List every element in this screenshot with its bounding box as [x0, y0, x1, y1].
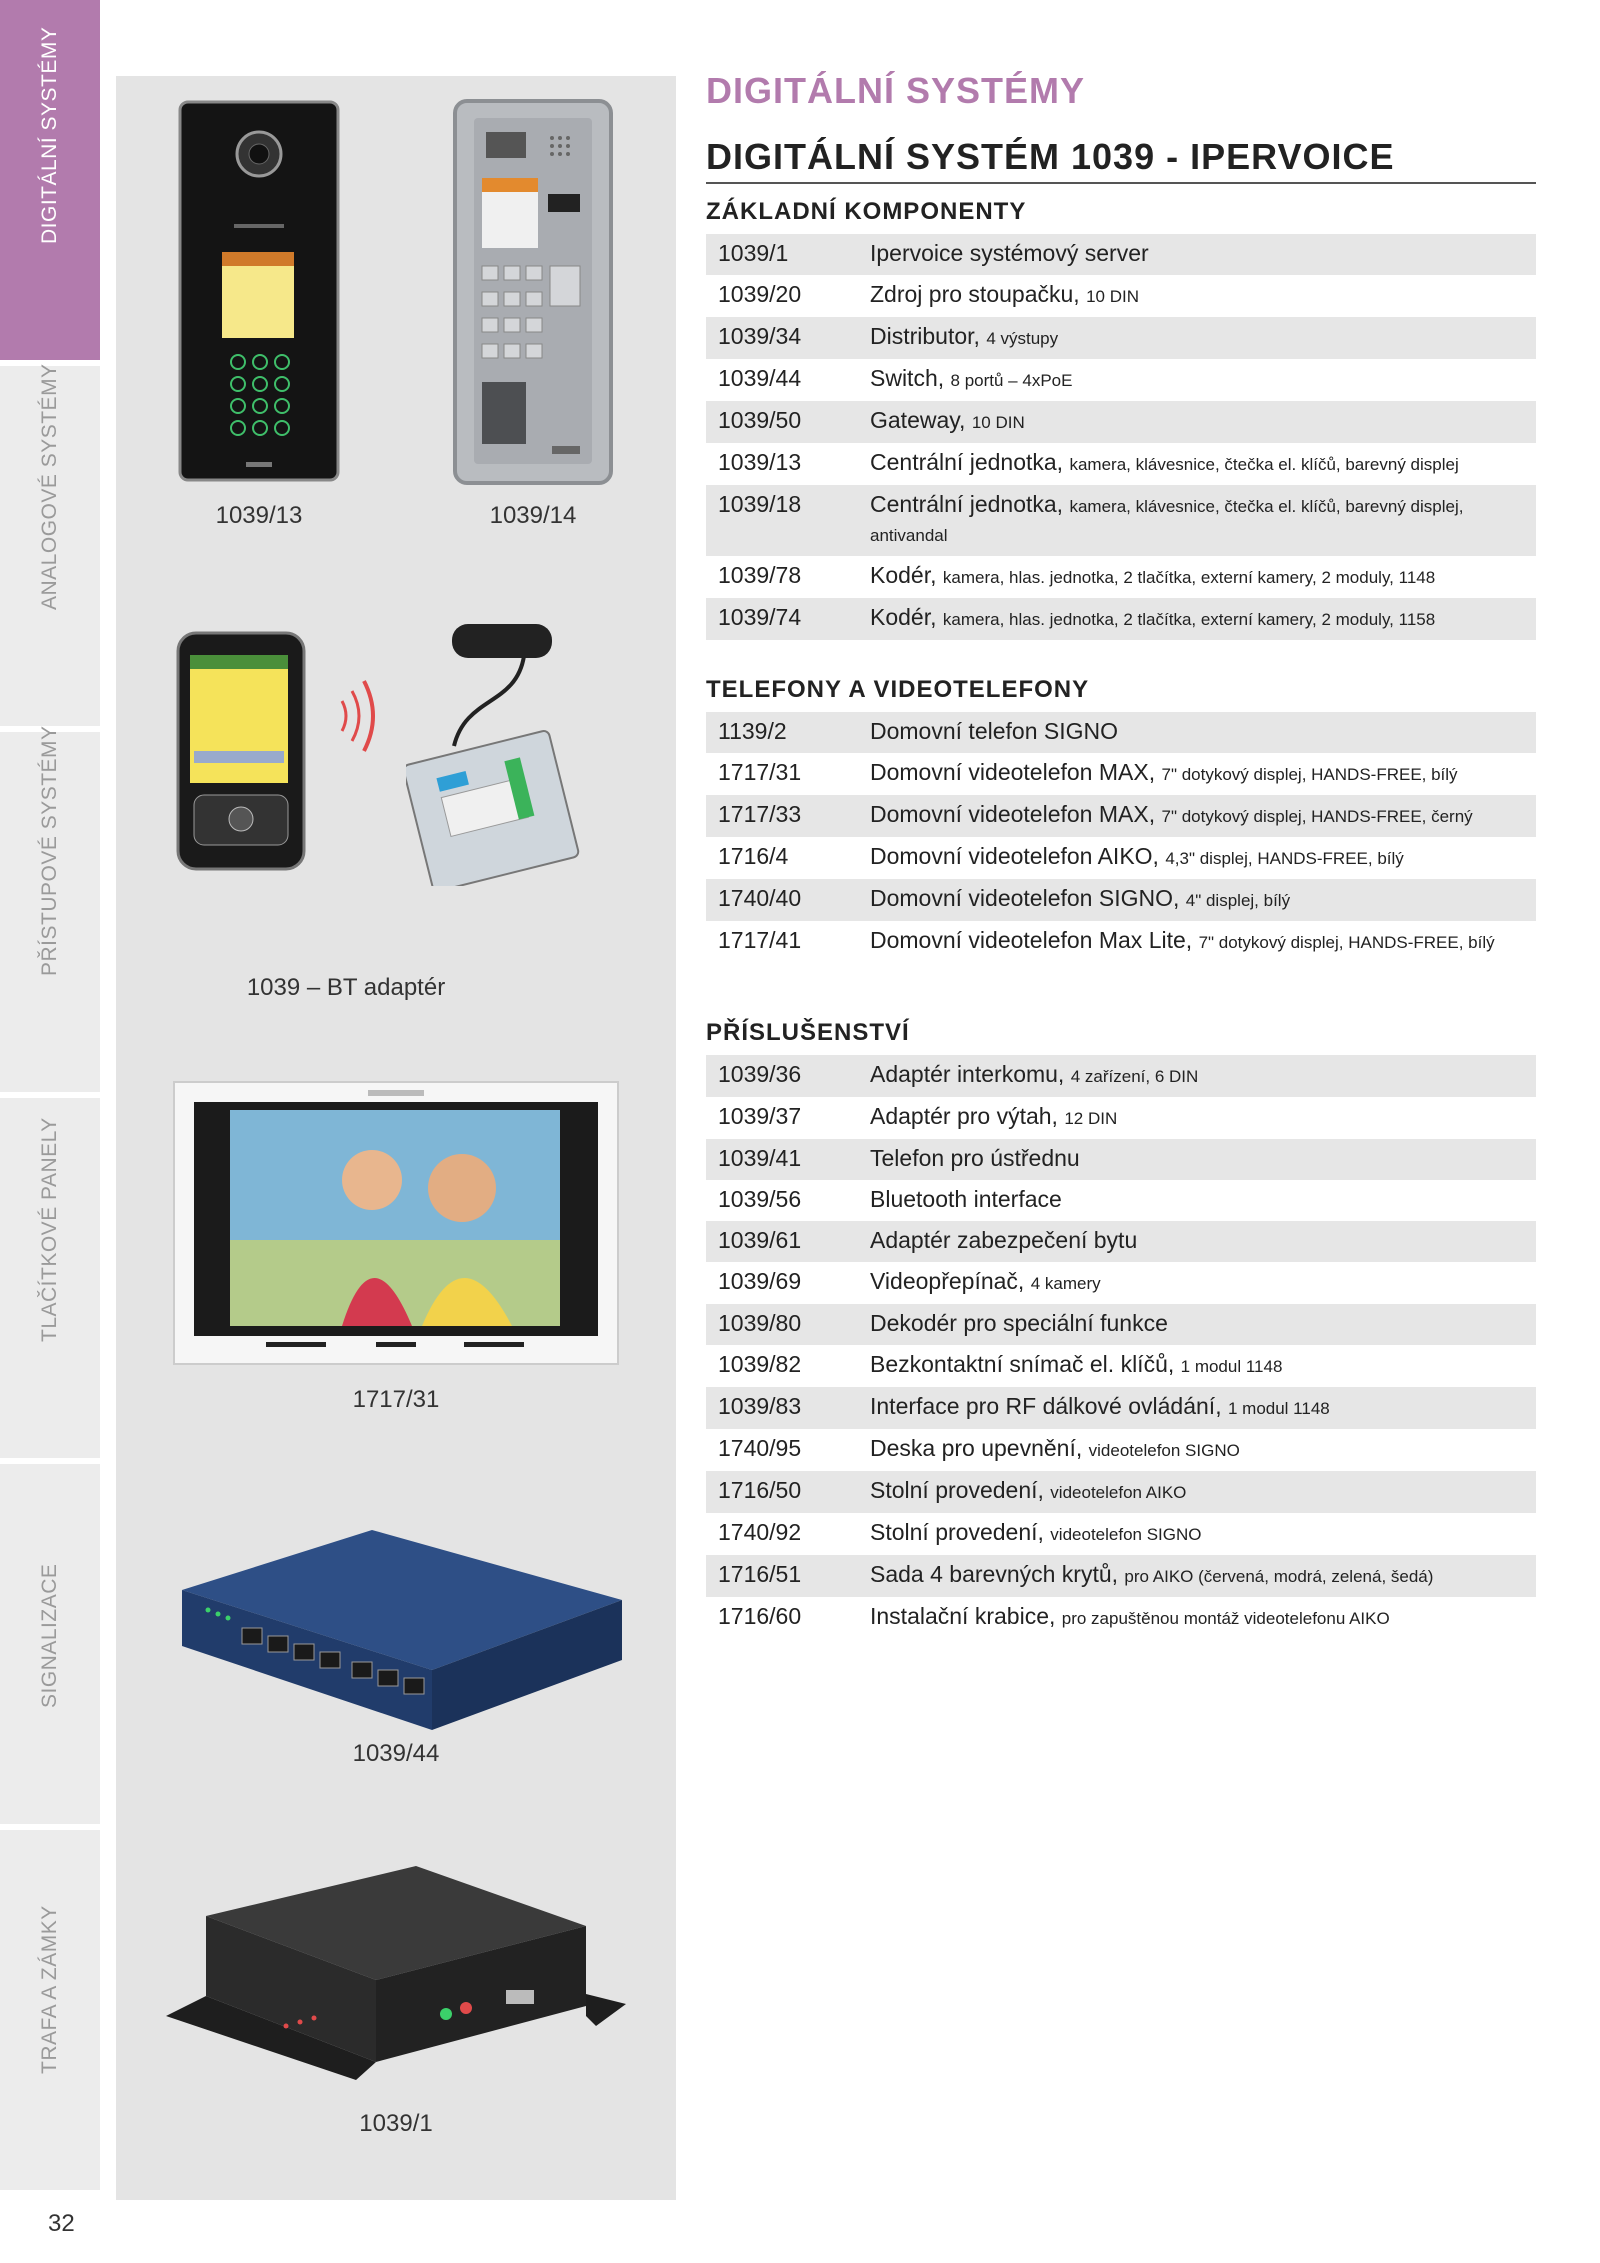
product-description	[870, 1061, 1524, 1090]
mobile-phone-image	[176, 631, 306, 871]
product-note: 1 modul 1148	[1180, 1357, 1283, 1376]
product-description	[870, 562, 1524, 591]
product-note: 4 zařízení, 6 DIN	[1070, 1067, 1199, 1086]
product-note: videotelefon AIKO	[1050, 1483, 1187, 1502]
caption-1039-44: 1039/44	[352, 1740, 440, 1767]
caption-1717-31: 1717/31	[352, 1386, 440, 1413]
product-note: 4 kamery	[1030, 1274, 1101, 1293]
section-title-basic-components: ZÁKLADNÍ KOMPONENTY	[706, 198, 1027, 225]
product-code: 1039/74	[718, 604, 802, 630]
product-description	[870, 281, 1524, 310]
product-note: 7" dotykový displej, HANDS-FREE, bílý	[1198, 933, 1495, 952]
product-name: Ipervoice systémový server	[870, 240, 1149, 266]
section-title-accessories: PŘÍSLUŠENSTVÍ	[706, 1019, 910, 1046]
product-code: 1039/56	[718, 1186, 802, 1212]
product-note: 8 portů – 4xPoE	[950, 371, 1073, 390]
product-name: Videopřepínač,	[870, 1268, 1025, 1294]
product-code: 1039/13	[718, 449, 802, 475]
product-note: 10 DIN	[971, 413, 1025, 432]
table-row	[706, 1304, 1536, 1345]
product-name: Centrální jednotka,	[870, 491, 1064, 517]
table-row	[706, 443, 1536, 485]
bluetooth-waves-icon	[336, 671, 386, 761]
table-row	[706, 359, 1536, 401]
product-code: 1716/50	[718, 1477, 802, 1503]
product-code: 1717/41	[718, 927, 802, 953]
product-name: Stolní provedení,	[870, 1477, 1044, 1503]
product-code: 1039/83	[718, 1393, 802, 1419]
side-tab-label: TRAFA A ZÁMKY	[38, 1905, 61, 2074]
table-row	[706, 921, 1536, 963]
product-name: Domovní videotelefon MAX,	[870, 759, 1156, 785]
table-row	[706, 1429, 1536, 1471]
product-note: kamera, hlas. jednotka, 2 tlačítka, externí kamery, 2 moduly, 1148	[942, 568, 1436, 587]
product-description	[870, 718, 1524, 745]
network-switch-1039-44-image	[172, 1530, 632, 1730]
table-row	[706, 837, 1536, 879]
product-name: Bezkontaktní snímač el. klíčů,	[870, 1351, 1175, 1377]
phones-table	[706, 712, 1536, 963]
table-row	[706, 401, 1536, 443]
caption-1039-14: 1039/14	[489, 502, 577, 529]
product-description	[870, 449, 1524, 478]
side-tab-analog-systems[interactable]	[0, 363, 100, 730]
product-name: Dekodér pro speciální funkce	[870, 1310, 1168, 1336]
product-code: 1039/18	[718, 491, 802, 517]
product-code: 1039/78	[718, 562, 802, 588]
side-navigation	[0, 0, 100, 2190]
product-description	[870, 1103, 1524, 1132]
side-tab-signalization[interactable]	[0, 1464, 100, 1828]
table-row	[706, 1387, 1536, 1429]
product-name: Switch,	[870, 365, 945, 391]
product-description	[870, 1603, 1524, 1632]
product-note: 4 výstupy	[986, 329, 1059, 348]
product-note: 12 DIN	[1064, 1109, 1118, 1128]
entry-panel-1039-14-image	[452, 98, 614, 486]
table-row	[706, 1262, 1536, 1304]
side-tab-button-panels[interactable]	[0, 1098, 100, 1462]
product-description	[870, 1351, 1524, 1380]
table-row	[706, 1180, 1536, 1221]
product-code: 1039/69	[718, 1268, 802, 1294]
product-code: 1039/36	[718, 1061, 802, 1087]
product-name: Deska pro upevnění,	[870, 1435, 1083, 1461]
product-note: videotelefon SIGNO	[1088, 1441, 1240, 1460]
side-tab-label: PŘÍSTUPOVÉ SYSTÉMY	[38, 725, 61, 976]
product-name: Domovní videotelefon MAX,	[870, 801, 1156, 827]
category-title: DIGITÁLNÍ SYSTÉMY	[706, 70, 1086, 111]
product-code: 1139/2	[718, 718, 787, 744]
table-row	[706, 1221, 1536, 1262]
table-row	[706, 317, 1536, 359]
table-row	[706, 275, 1536, 317]
table-row	[706, 598, 1536, 640]
product-name: Domovní videotelefon AIKO,	[870, 843, 1159, 869]
system-title: DIGITÁLNÍ SYSTÉM 1039 - IPERVOICE	[706, 136, 1536, 184]
product-code: 1039/20	[718, 281, 802, 307]
product-description	[870, 843, 1524, 872]
product-description	[870, 1393, 1524, 1422]
product-code: 1716/51	[718, 1561, 802, 1587]
product-code: 1740/95	[718, 1435, 802, 1461]
table-row	[706, 1139, 1536, 1180]
table-row	[706, 556, 1536, 598]
product-name: Sada 4 barevných krytů,	[870, 1561, 1119, 1587]
product-description	[870, 801, 1524, 830]
product-images-panel	[116, 76, 676, 2200]
product-note: pro zapuštěnou montáž videotelefonu AIKO	[1061, 1609, 1390, 1628]
product-description	[870, 365, 1524, 394]
product-note: 7" dotykový displej, HANDS-FREE, bílý	[1161, 765, 1458, 784]
product-description	[870, 1145, 1524, 1172]
product-name: Kodér,	[870, 562, 937, 588]
side-tab-transformers-locks[interactable]	[0, 1830, 100, 2194]
product-name: Bluetooth interface	[870, 1186, 1062, 1212]
product-note: 7" dotykový displej, HANDS-FREE, černý	[1161, 807, 1473, 826]
product-name: Gateway,	[870, 407, 966, 433]
product-note: 4,3" displej, HANDS-FREE, bílý	[1165, 849, 1404, 868]
product-code: 1039/34	[718, 323, 802, 349]
product-description	[870, 1268, 1524, 1297]
product-code: 1740/92	[718, 1519, 802, 1545]
product-code: 1716/4	[718, 843, 789, 869]
table-row	[706, 1055, 1536, 1097]
product-description	[870, 1227, 1524, 1254]
product-description	[870, 759, 1524, 788]
table-row	[706, 1471, 1536, 1513]
product-code: 1039/82	[718, 1351, 802, 1377]
product-code: 1039/1	[718, 240, 789, 266]
videophone-1717-31-image	[172, 1080, 620, 1370]
product-code: 1039/50	[718, 407, 802, 433]
product-code: 1039/61	[718, 1227, 802, 1253]
product-description	[870, 1435, 1524, 1464]
table-row	[706, 879, 1536, 921]
product-name: Distributor,	[870, 323, 980, 349]
product-note: pro AIKO (červená, modrá, zelená, šedá)	[1124, 1567, 1434, 1586]
product-description	[870, 1561, 1524, 1590]
side-tab-access-systems[interactable]	[0, 725, 100, 1096]
product-code: 1717/31	[718, 759, 802, 785]
product-name: Kodér,	[870, 604, 937, 630]
product-name: Adaptér zabezpečení bytu	[870, 1227, 1138, 1253]
product-description	[870, 1519, 1524, 1548]
product-name: Centrální jednotka,	[870, 449, 1064, 475]
product-description	[870, 407, 1524, 436]
product-content	[706, 70, 1536, 1639]
product-name: Telefon pro ústřednu	[870, 1145, 1080, 1171]
product-note: videotelefon SIGNO	[1050, 1525, 1202, 1544]
product-name: Adaptér pro výtah,	[870, 1103, 1058, 1129]
server-1039-1-image	[166, 1866, 636, 2086]
section-title-phones: TELEFONY A VIDEOTELEFONY	[706, 676, 1090, 703]
product-code: 1039/44	[718, 365, 802, 391]
product-name: Instalační krabice,	[870, 1603, 1056, 1629]
product-description	[870, 604, 1524, 633]
table-row	[706, 485, 1536, 556]
page-number: 32	[48, 2210, 75, 2237]
caption-1039-13: 1039/13	[215, 502, 303, 529]
side-tab-label: SIGNALIZACE	[38, 1563, 61, 1708]
table-row	[706, 1555, 1536, 1597]
product-description	[870, 1477, 1524, 1506]
table-row	[706, 753, 1536, 795]
product-note: kamera, hlas. jednotka, 2 tlačítka, externí kamery, 2 moduly, 1158	[942, 610, 1436, 629]
product-description	[870, 927, 1524, 956]
product-code: 1039/41	[718, 1145, 802, 1171]
side-tab-label: TLAČÍTKOVÉ PANELY	[38, 1117, 61, 1342]
product-description	[870, 1186, 1524, 1213]
product-name: Adaptér interkomu,	[870, 1061, 1065, 1087]
bt-adapter-image	[406, 616, 586, 886]
table-row	[706, 1513, 1536, 1555]
product-note: 1 modul 1148	[1227, 1399, 1330, 1418]
table-row	[706, 1345, 1536, 1387]
product-code: 1740/40	[718, 885, 802, 911]
entry-panel-1039-13-image	[178, 100, 340, 484]
caption-bt-adapter: 1039 – BT adaptér	[246, 974, 446, 1001]
product-note: 4" displej, bílý	[1185, 891, 1291, 910]
side-tab-label: ANALOGOVÉ SYSTÉMY	[38, 363, 61, 610]
product-description	[870, 240, 1524, 267]
table-row	[706, 1097, 1536, 1139]
basic-components-table	[706, 234, 1536, 640]
accessories-table	[706, 1055, 1536, 1639]
product-code: 1039/37	[718, 1103, 802, 1129]
product-name: Domovní videotelefon SIGNO,	[870, 885, 1180, 911]
product-name: Zdroj pro stoupačku,	[870, 281, 1080, 307]
side-tab-label: DIGITÁLNÍ SYSTÉMY	[38, 26, 61, 244]
product-code: 1716/60	[718, 1603, 802, 1629]
product-name: Interface pro RF dálkové ovládání,	[870, 1393, 1222, 1419]
product-description	[870, 1310, 1524, 1337]
table-row	[706, 795, 1536, 837]
product-code: 1717/33	[718, 801, 802, 827]
product-name: Domovní videotelefon Max Lite,	[870, 927, 1193, 953]
side-tab-digital-systems[interactable]	[0, 0, 100, 364]
product-note: kamera, klávesnice, čtečka el. klíčů, barevný displej, antivandal	[870, 497, 1464, 545]
product-note: kamera, klávesnice, čtečka el. klíčů, barevný displej	[1069, 455, 1459, 474]
table-row	[706, 712, 1536, 753]
product-description	[870, 323, 1524, 352]
product-name: Stolní provedení,	[870, 1519, 1044, 1545]
caption-1039-1: 1039/1	[359, 2110, 433, 2137]
product-code: 1039/80	[718, 1310, 802, 1336]
table-row	[706, 1597, 1536, 1639]
product-description	[870, 885, 1524, 914]
product-description	[870, 491, 1524, 549]
product-note: 10 DIN	[1086, 287, 1139, 306]
table-row	[706, 234, 1536, 275]
product-name: Domovní telefon SIGNO	[870, 718, 1118, 744]
